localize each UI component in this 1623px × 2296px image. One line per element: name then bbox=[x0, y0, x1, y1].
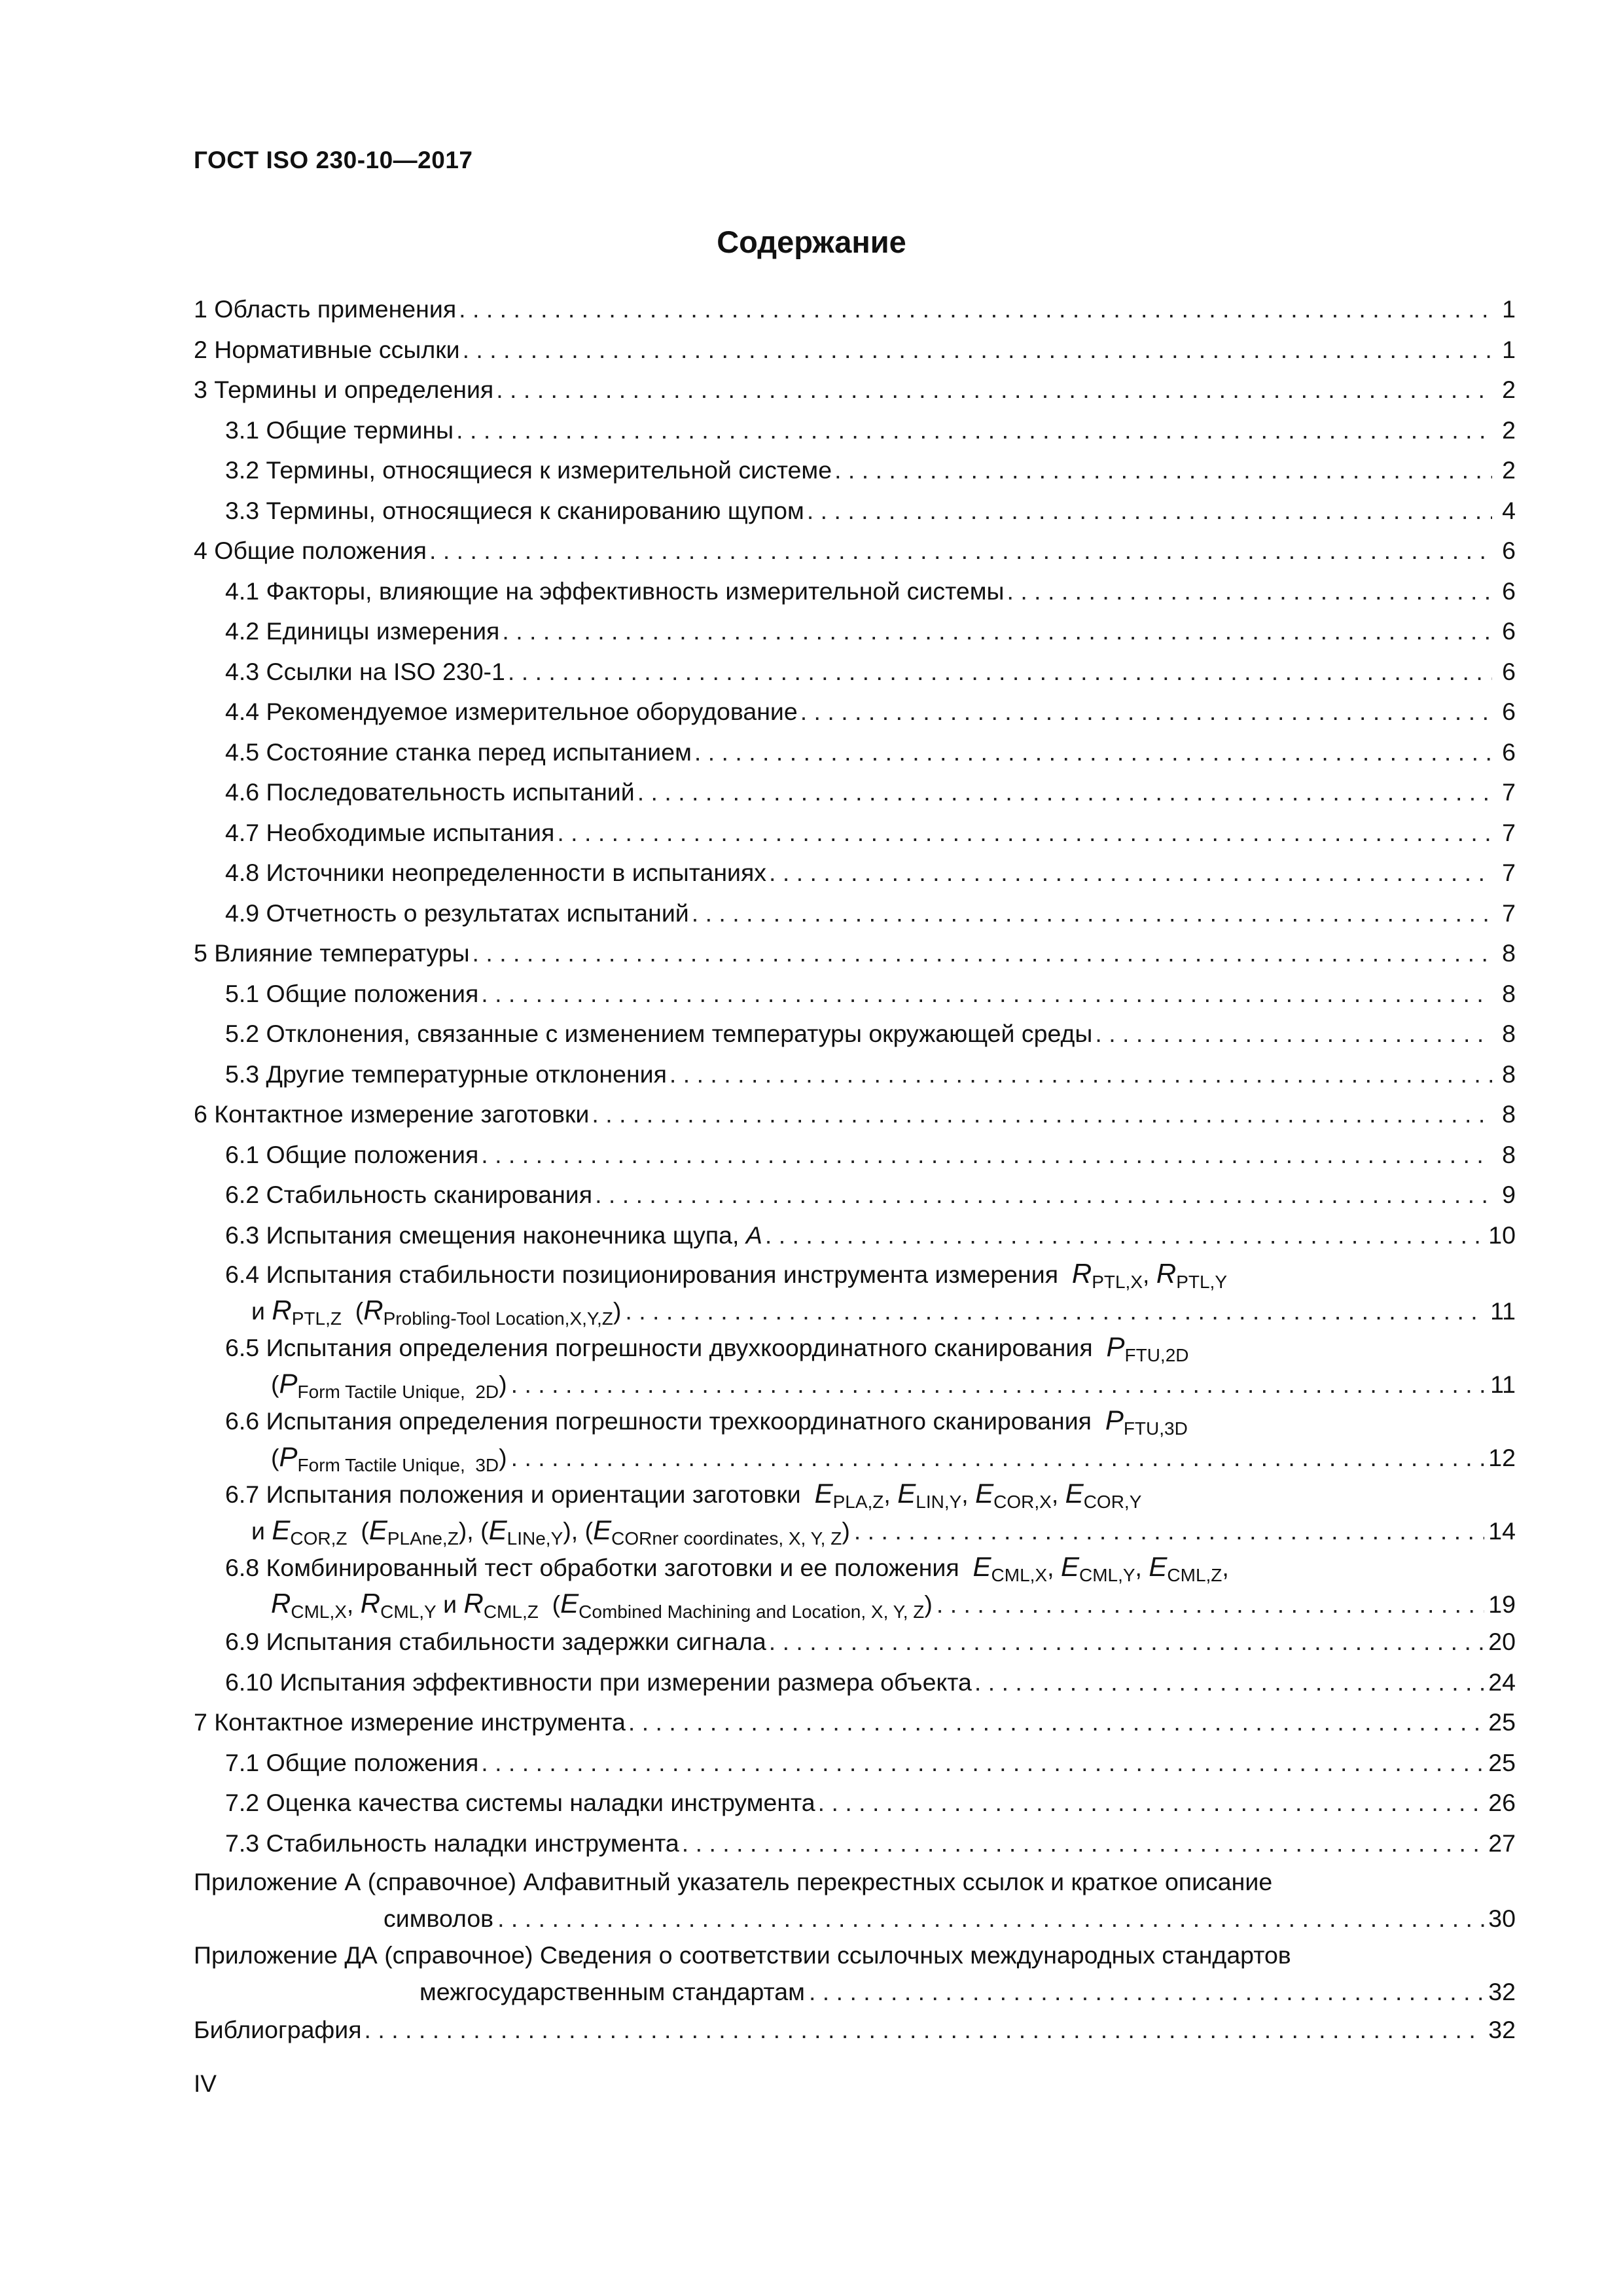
toc-entry[interactable] bbox=[194, 1215, 1516, 1256]
toc-entry-page: 11 bbox=[1490, 1371, 1516, 1398]
toc-entry[interactable] bbox=[194, 1094, 1516, 1135]
toc-entry-page: 6 bbox=[1502, 537, 1516, 564]
dot-leader bbox=[463, 330, 1492, 370]
toc-entry-label: 6.4 Испытания стабильности позиционирования инструмента измерения bbox=[225, 1261, 1059, 1288]
toc-entry-label-cont: символов bbox=[383, 1905, 494, 1932]
dot-leader bbox=[834, 450, 1492, 491]
toc-entry-page: 25 bbox=[1488, 1708, 1516, 1736]
toc-entry[interactable] bbox=[194, 1622, 1516, 1662]
toc-entry-label: 5.3 Другие температурные отклонения bbox=[225, 1060, 667, 1088]
toc-entry[interactable] bbox=[194, 571, 1516, 612]
dot-leader bbox=[497, 1900, 1484, 1937]
toc-entry[interactable] bbox=[194, 1743, 1516, 1784]
toc-entry[interactable] bbox=[194, 1662, 1516, 1703]
toc-entry-6-6[interactable] bbox=[194, 1402, 1516, 1475]
toc-entry-page: 12 bbox=[1488, 1444, 1516, 1471]
toc-entry-label: 4.5 Состояние станка перед испытанием bbox=[225, 738, 692, 766]
dot-leader bbox=[481, 1743, 1484, 1784]
dot-leader bbox=[809, 1973, 1484, 2010]
toc-entry-label-cont: и $E_{COR,Z}$ $(E_{PLAne,Z})$, $(E_{LINe,Y})$, $(E_{CORner coordinates, X, Y, Z})$ bbox=[251, 1515, 850, 1549]
toc-entry-page: 27 bbox=[1488, 1829, 1516, 1857]
toc-entry-page: 7 bbox=[1502, 859, 1516, 886]
dot-leader bbox=[456, 410, 1492, 451]
dot-leader bbox=[769, 853, 1492, 893]
toc-entry-page: 8 bbox=[1502, 1100, 1516, 1128]
toc-entry-label: 2 Нормативные ссылки bbox=[194, 335, 460, 363]
page-number: IV bbox=[194, 2070, 217, 2097]
toc-entry-page: 7 bbox=[1502, 778, 1516, 806]
toc-entry-page: 2 bbox=[1502, 376, 1516, 403]
toc-entry-label: 7.1 Общие положения bbox=[225, 1748, 479, 1776]
toc-entry-symbols: $P_{FTU,3D}$ bbox=[1105, 1405, 1188, 1439]
toc-entry-label: 4.6 Последовательность испытаний bbox=[225, 778, 635, 806]
toc-entry[interactable] bbox=[194, 289, 1516, 330]
toc-entry-label: 6.8 Комбинированный тест обработки заготовки и ее положения bbox=[225, 1554, 959, 1581]
toc-entry[interactable] bbox=[194, 330, 1516, 370]
toc-entry-label: 7.3 Стабильность наладки инструмента bbox=[225, 1829, 679, 1857]
dot-leader bbox=[502, 611, 1492, 652]
toc-entry[interactable] bbox=[194, 974, 1516, 1014]
toc-entry[interactable] bbox=[194, 813, 1516, 853]
toc-entry-label: 3.2 Термины, относящиеся к измерительной системе bbox=[225, 456, 832, 484]
dot-leader bbox=[669, 1054, 1492, 1095]
toc-entry[interactable] bbox=[194, 1702, 1516, 1743]
dot-leader bbox=[1095, 1014, 1492, 1054]
toc-entry[interactable] bbox=[194, 1014, 1516, 1054]
dot-leader bbox=[511, 1439, 1485, 1476]
dot-leader bbox=[496, 370, 1492, 410]
toc-entry-label: 4 Общие положения bbox=[194, 537, 427, 564]
toc-entry-page: 4 bbox=[1502, 496, 1516, 524]
dot-leader bbox=[511, 1366, 1486, 1403]
toc-entry-6-8[interactable] bbox=[194, 1549, 1516, 1622]
toc-entry-label: Библиография bbox=[194, 2016, 362, 2043]
dot-leader bbox=[459, 289, 1492, 330]
toc-entry-page: 32 bbox=[1488, 2016, 1516, 2043]
page-title: Содержание bbox=[717, 224, 906, 259]
toc-entry-label: 4.2 Единицы измерения bbox=[225, 617, 500, 645]
dot-leader bbox=[365, 2010, 1485, 2051]
toc-entry-label: 6.1 Общие положения bbox=[225, 1140, 479, 1168]
toc-entry-label: 1 Область применения bbox=[194, 295, 457, 323]
dot-leader bbox=[854, 1513, 1484, 1549]
toc-entry-label: 6.6 Испытания определения погрешности трехкоординатного сканирования bbox=[225, 1407, 1092, 1435]
toc-entry-page: 8 bbox=[1502, 1020, 1516, 1047]
toc-entry-label: 6.3 Испытания смещения наконечника щупа, A bbox=[225, 1221, 762, 1249]
toc-entry[interactable] bbox=[194, 450, 1516, 491]
toc-entry-page: 8 bbox=[1502, 1140, 1516, 1168]
toc-entry[interactable] bbox=[194, 692, 1516, 732]
toc-entry-page: 14 bbox=[1488, 1517, 1516, 1545]
dot-leader bbox=[769, 1622, 1485, 1662]
toc-entry-page: 30 bbox=[1488, 1905, 1516, 1932]
toc-entry-page: 2 bbox=[1502, 416, 1516, 444]
toc-entry-label: 6 Контактное измерение заготовки bbox=[194, 1100, 590, 1128]
toc-entry-page: 10 bbox=[1488, 1221, 1516, 1249]
toc-entry-bibliography[interactable] bbox=[194, 2010, 1516, 2051]
dot-leader bbox=[692, 893, 1492, 934]
toc-entry-page: 6 bbox=[1502, 698, 1516, 725]
toc-entry-label: 3 Термины и определения bbox=[194, 376, 494, 403]
dot-leader bbox=[429, 531, 1492, 571]
toc-entry-label: Приложение ДА (справочное) Сведения о соответствии ссылочных международных стандартов bbox=[194, 1941, 1291, 1969]
toc-entry[interactable] bbox=[194, 933, 1516, 974]
dot-leader bbox=[628, 1702, 1484, 1743]
toc-entry-label: 7.2 Оценка качества системы наладки инструмента bbox=[225, 1789, 815, 1816]
toc-entry-label: 6.2 Стабильность сканирования bbox=[225, 1181, 593, 1208]
toc-entry-page: 8 bbox=[1502, 1060, 1516, 1088]
toc-entry-label: 6.9 Испытания стабильности задержки сигнала bbox=[225, 1628, 766, 1655]
toc-entry[interactable] bbox=[194, 652, 1516, 692]
dot-leader bbox=[637, 772, 1492, 813]
toc-entry-symbols: $P_{FTU,2D}$ bbox=[1106, 1331, 1189, 1365]
toc-entry-symbols: $E_{PLA,Z}$, $E_{LIN,Y}$, $E_{COR,X}$, $E_{COR,Y}$ bbox=[814, 1478, 1142, 1512]
toc-entry-label: 6.5 Испытания определения погрешности двухкоординатного сканирования bbox=[225, 1334, 1093, 1361]
toc-entry[interactable] bbox=[194, 370, 1516, 410]
toc-entry-page: 1 bbox=[1502, 295, 1516, 323]
toc-entry-page: 7 bbox=[1502, 899, 1516, 927]
dot-leader bbox=[807, 491, 1492, 531]
toc-entry-label: 4.4 Рекомендуемое измерительное оборудование bbox=[225, 698, 798, 725]
dot-leader bbox=[818, 1783, 1485, 1823]
toc-entry-page: 6 bbox=[1502, 738, 1516, 766]
dot-leader bbox=[765, 1215, 1484, 1256]
dot-leader bbox=[974, 1662, 1484, 1703]
toc-entry[interactable] bbox=[194, 410, 1516, 451]
toc-entry-label: Приложение А (справочное) Алфавитный указатель перекрестных ссылок и краткое описание bbox=[194, 1868, 1273, 1895]
dot-leader bbox=[592, 1094, 1492, 1135]
toc-entry-label: 4.8 Источники неопределенности в испытаниях bbox=[225, 859, 767, 886]
toc-entry[interactable] bbox=[194, 772, 1516, 813]
toc-entry-6-7[interactable] bbox=[194, 1475, 1516, 1549]
toc-entry[interactable] bbox=[194, 491, 1516, 531]
dot-leader bbox=[481, 974, 1492, 1014]
toc-main-list bbox=[194, 289, 1516, 1255]
toc-entry-page: 19 bbox=[1488, 1590, 1516, 1618]
dot-leader bbox=[936, 1586, 1484, 1623]
toc-entry-page: 25 bbox=[1488, 1748, 1516, 1776]
toc-entry-6-4[interactable] bbox=[194, 1255, 1516, 1329]
dot-leader bbox=[595, 1175, 1492, 1215]
toc-entry-label: 3.3 Термины, относящиеся к сканированию щупом bbox=[225, 496, 804, 524]
toc-entry-page: 6 bbox=[1502, 657, 1516, 685]
toc-entry[interactable] bbox=[194, 732, 1516, 773]
toc-entry[interactable] bbox=[194, 1175, 1516, 1215]
toc-entry[interactable] bbox=[194, 853, 1516, 893]
toc-entry-label: 5.1 Общие положения bbox=[225, 979, 479, 1007]
toc-entry-label: 6.10 Испытания эффективности при измерении размера объекта bbox=[225, 1668, 972, 1696]
toc-entry-page: 9 bbox=[1502, 1181, 1516, 1208]
toc-entry-page: 2 bbox=[1502, 456, 1516, 484]
toc-entry-page: 6 bbox=[1502, 617, 1516, 645]
toc-entry-page: 1 bbox=[1502, 335, 1516, 363]
dot-leader bbox=[694, 732, 1492, 773]
dot-leader bbox=[1007, 571, 1492, 612]
toc-entry-label-cont: $(P_{Form Tactile Unique, 2D})$ bbox=[271, 1368, 507, 1402]
dot-leader bbox=[682, 1823, 1484, 1864]
toc-entry-appendix-da[interactable] bbox=[194, 1937, 1516, 2010]
toc-entry[interactable] bbox=[194, 1783, 1516, 1823]
dot-leader bbox=[473, 933, 1492, 974]
dot-leader bbox=[625, 1293, 1486, 1329]
toc-entry-label: 4.3 Ссылки на ISO 230-1 bbox=[225, 657, 505, 685]
toc-entry-page: 8 bbox=[1502, 939, 1516, 967]
dot-leader bbox=[481, 1135, 1492, 1175]
toc-entry[interactable] bbox=[194, 1054, 1516, 1095]
toc-entry-label-cont: $R_{CML,X}$, $R_{CML,Y}$ и $R_{CML,Z}$ $(E_{Combined Machining and Location, X, Y, Z})$ bbox=[271, 1588, 933, 1622]
toc-entry-symbols: $E_{CML,X}$, $E_{CML,Y}$, $E_{CML,Z}$, bbox=[972, 1551, 1229, 1585]
toc-entry-page: 7 bbox=[1502, 818, 1516, 846]
toc-entry-page: 11 bbox=[1490, 1297, 1516, 1325]
toc-entry-page: 20 bbox=[1488, 1628, 1516, 1655]
toc-entry-label-cont: и $R_{PTL,Z}$ $(R_{Probling-Tool Location,X,Y,Z})$ bbox=[251, 1295, 622, 1329]
toc-entry-label: 3.1 Общие термины bbox=[225, 416, 454, 444]
toc-entry-label: 7 Контактное измерение инструмента bbox=[194, 1708, 626, 1736]
toc-entry-appendix-a[interactable] bbox=[194, 1863, 1516, 1937]
dot-leader bbox=[508, 652, 1492, 692]
toc-entry-label: 4.1 Факторы, влияющие на эффективность измерительной системы bbox=[225, 577, 1005, 605]
toc-entry-label: 5.2 Отклонения, связанные с изменением температуры окружающей среды bbox=[225, 1020, 1093, 1047]
toc-entry-label-cont: межгосударственным стандартам bbox=[419, 1978, 805, 2005]
toc-entry[interactable] bbox=[194, 1135, 1516, 1175]
toc-entry-symbols: $R_{PTL,X}$, $R_{PTL,Y}$ bbox=[1071, 1258, 1228, 1292]
toc-entry[interactable] bbox=[194, 893, 1516, 934]
dot-leader bbox=[800, 692, 1492, 732]
toc-entry-page: 24 bbox=[1488, 1668, 1516, 1696]
toc-entry-label: 5 Влияние температуры bbox=[194, 939, 470, 967]
toc-tail-list bbox=[194, 1622, 1516, 1863]
toc-entry-page: 32 bbox=[1488, 1978, 1516, 2005]
toc-entry-page: 26 bbox=[1488, 1789, 1516, 1816]
dot-leader bbox=[557, 813, 1492, 853]
toc-entry[interactable] bbox=[194, 611, 1516, 652]
toc-entry[interactable] bbox=[194, 1823, 1516, 1864]
document-header: ГОСТ ISO 230-10—2017 bbox=[194, 147, 473, 173]
toc-entry[interactable] bbox=[194, 531, 1516, 571]
toc-entry-label: 6.7 Испытания положения и ориентации заготовки bbox=[225, 1480, 801, 1508]
toc-entry-label-cont: $(P_{Form Tactile Unique, 3D})$ bbox=[271, 1441, 507, 1475]
toc-entry-page: 8 bbox=[1502, 979, 1516, 1007]
toc-entry-page: 6 bbox=[1502, 577, 1516, 605]
table-of-contents bbox=[194, 289, 1516, 2051]
toc-entry-label: 4.9 Отчетность о результатах испытаний bbox=[225, 899, 689, 927]
toc-entry-label: 4.7 Необходимые испытания bbox=[225, 818, 555, 846]
toc-entry-6-5[interactable] bbox=[194, 1329, 1516, 1402]
